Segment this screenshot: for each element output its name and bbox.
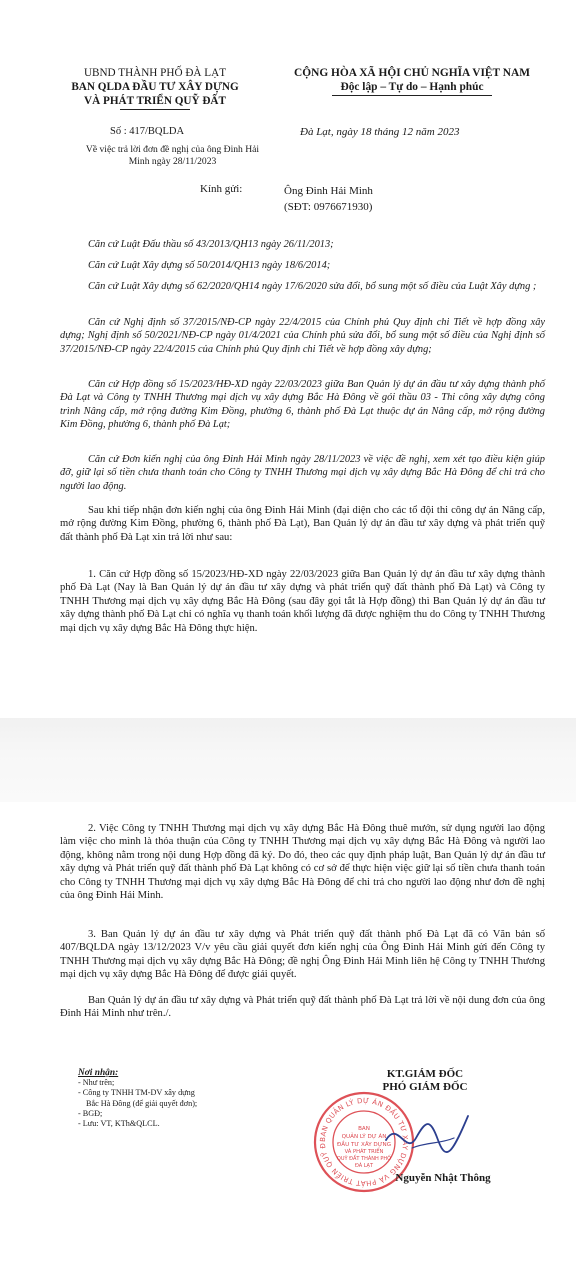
national-header [262,66,562,96]
signature-scribble-icon [382,1110,472,1160]
point-two: 2. Việc Công ty TNHH Thương mại dịch vụ xây dựng Bắc Hà Đông thuê mướn, sử dụng người lao động làm việc cho mình là thỏa thuận của Công ty TNHH Thương mại dịch vụ xây dựng Bắc Hà Đông và người lao động, không nằm trong nội dung Hợp đồng đã ký. Do đó, theo các quy định pháp luật, Ban Quản lý dự án đầu tư xây dựng và Phát triển quỹ đất thành phố Đà Lạt không có cơ sở để thực hiện việc giữ lại số tiền chưa thanh toán cho Công ty TNHH Thương mại dịch vụ xây dựng Bắc Hà Đông để chi trả cho người lao động như đơn đề nghị của ông Đinh Hải Minh. [60,823,545,902]
closing-paragraph: Ban Quản lý dự án đầu tư xây dựng và Phát triển quỹ đất thành phố Đà Lạt trả lời về nội dung đơn của ông Đinh Hải Minh như trên./. [60,995,545,1020]
agency-parent: UBND THÀNH PHỐ ĐÀ LẠT [83,67,227,79]
agency-underline [120,109,190,110]
addressee-phone: (SĐT: 0976671930) [284,201,373,213]
svg-text:QUỸ ĐẤT THÀNH PHỐ: QUỸ ĐẤT THÀNH PHỐ [336,1156,392,1162]
recipient-item: - Như trên; [78,1078,115,1088]
recipient-item: - BGĐ; [78,1108,103,1118]
national-title: CỘNG HÒA XÃ HỘI CHỦ NGHĨA VIỆT NAM [294,67,530,79]
svg-text:ĐÀ LẠT: ĐÀ LẠT [354,1163,374,1169]
svg-text:VÀ PHÁT TRIỂN: VÀ PHÁT TRIỂN [344,1149,384,1155]
svg-text:ĐẦU TƯ XÂY DỰNG: ĐẦU TƯ XÂY DỰNG [336,1142,392,1148]
recipient-item: - Lưu: VT, KTh&QLCL. [78,1119,160,1129]
signer-name: Nguyễn Nhật Thông [395,1172,491,1184]
legal-basis-6: Căn cứ Đơn kiến nghị của ông Đinh Hải Minh ngày 28/11/2023 về việc đề nghị, xem xét tạo điều kiện giúp đỡ, giữ lại số tiền chưa thanh toán cho Công ty TNHH Thương mại dịch vụ xây dựng Bắc Hà Đông để chi trả cho người lao động. [60,454,545,492]
signature-role: KT.GIÁM ĐỐC [386,1068,464,1080]
svg-text:QUẢN LÝ DỰ ÁN: QUẢN LÝ DỰ ÁN [341,1134,387,1140]
legal-basis-4: Căn cứ Nghị định số 37/2015/NĐ-CP ngày 22/4/2015 của Chính phủ Quy định chi Tiết về hợp đồng xây dựng; Nghị định số 50/2021/NĐ-CP ngày 01/4/2021 của Chính phủ sửa đổi, bổ sung một số điều của Nghị định số 37/2015/NĐ-CP ngày 22/4/2015 của Chính phủ Quy định chi Tiết về hợp đồng xây dựng; [60,317,545,355]
recipient-item: Bắc Hà Đông (để giải quyết đơn); [86,1098,198,1108]
national-motto: Độc lập – Tự do – Hạnh phúc [340,81,484,93]
recipients-title: Nơi nhận: [78,1068,119,1078]
page-gap [0,718,576,802]
svg-text:BAN: BAN [358,1126,370,1132]
intro-paragraph: Sau khi tiếp nhận đơn kiến nghị của ông Đinh Hải Minh (đại diện cho các tổ đội thi công dự án Nâng cấp, mở rộng đường Kim Đồng, phường 6, thành phố Đà Lạt), Ban Quản lý dự án đầu tư xây dựng và phát triển quỹ đất thành phố Đà Lạt xin trả lời như sau: [60,505,545,543]
document-subject: Về việc trả lời đơn đề nghị của ông Đinh Hải Minh ngày 28/11/2023 [85,144,260,167]
legal-basis-2: Căn cứ Luật Xây dựng số 50/2014/QH13 ngày 18/6/2014; [88,260,331,271]
addressee-name: Ông Đinh Hải Minh [284,185,373,197]
recipient-item: - Công ty TNHH TM-DV xây dựng [78,1088,195,1098]
legal-basis-5: Căn cứ Hợp đồng số 15/2023/HĐ-XD ngày 22/03/2023 giữa Ban Quản lý dự án đầu tư xây dựng thành phố Đà Lạt và Công ty TNHH Thương mại dịch vụ xây dựng Bắc Hà Đông về gói thầu 03 - Thi công xây dựng công trình Nâng cấp, mở rộng đường Kim Đồng, phường 6, thành phố Đà Lạt thuộc dự án Nâng cấp, mở rộng đường Kim Đồng, phường 6, thành phố Đà Lạt; [60,379,545,431]
document-date: Đà Lạt, ngày 18 tháng 12 năm 2023 [300,126,460,138]
addressee [284,183,373,215]
agency-name-line1: BAN QLDA ĐẦU TƯ XÂY DỰNG [71,81,239,93]
agency-header [60,66,250,110]
stamp-ring-text: BAN QUẢN LÝ DỰ ÁN ĐẦU TƯ XÂY DỰNG VÀ PHÁT TRIỂN QUỸ Đ [318,1096,410,1188]
point-three: 3. Ban Quản lý dự án đầu tư xây dựng và Phát triển quỹ đất thành phố Đà Lạt đã có Văn bản số 407/BQLDA ngày 13/12/2023 V/v yêu cầu giải quyết đơn kiến nghị của Ông Đinh Hải Minh gửi đến Công ty TNHH Thương mại dịch vụ xây dựng Bắc Hà Đông; đề nghị Ông Đinh Hải Minh liên hệ Công ty TNHH Thương mại dịch vụ xây dựng Bắc Hà Đông để được giải quyết. [60,929,545,981]
addressee-label: Kính gửi: [200,183,243,195]
legal-basis-1: Căn cứ Luật Đấu thầu số 43/2013/QH13 ngày 26/11/2013; [88,239,334,250]
recipients-list [78,1068,278,1129]
point-one: 1. Căn cứ Hợp đồng số 15/2023/HĐ-XD ngày 22/03/2023 giữa Ban Quản lý dự án đầu tư xây dựng thành phố Đà Lạt (Nay là Ban Quản lý dự án đầu tư xây dựng và phát triển quỹ đất thành phố Đà Lạt) và Công ty TNHH Thương mại dịch vụ xây dựng Bắc Hà Đông (sau đây gọi tắt là Hợp đồng) thì Ban Quản lý dự án đầu tư xây dựng thành phố Đà Lạt chỉ có nghĩa vụ thanh toán khối lượng đã được nghiệm thu do Công ty TNHH Thương mại dịch vụ xây dựng Bắc Hà Đông thực hiện. [60,569,545,634]
legal-basis-3: Căn cứ Luật Xây dựng số 62/2020/QH14 ngày 17/6/2020 sửa đổi, bổ sung một số điều của Luật Xây dựng ; [88,281,537,292]
agency-name-line2: VÀ PHÁT TRIỂN QUỸ ĐẤT [84,95,226,107]
document-number: Số : 417/BQLDA [110,126,185,137]
handwritten-signature [382,1110,472,1165]
motto-underline [332,95,492,96]
signature-subrole: PHÓ GIÁM ĐỐC [382,1081,468,1093]
